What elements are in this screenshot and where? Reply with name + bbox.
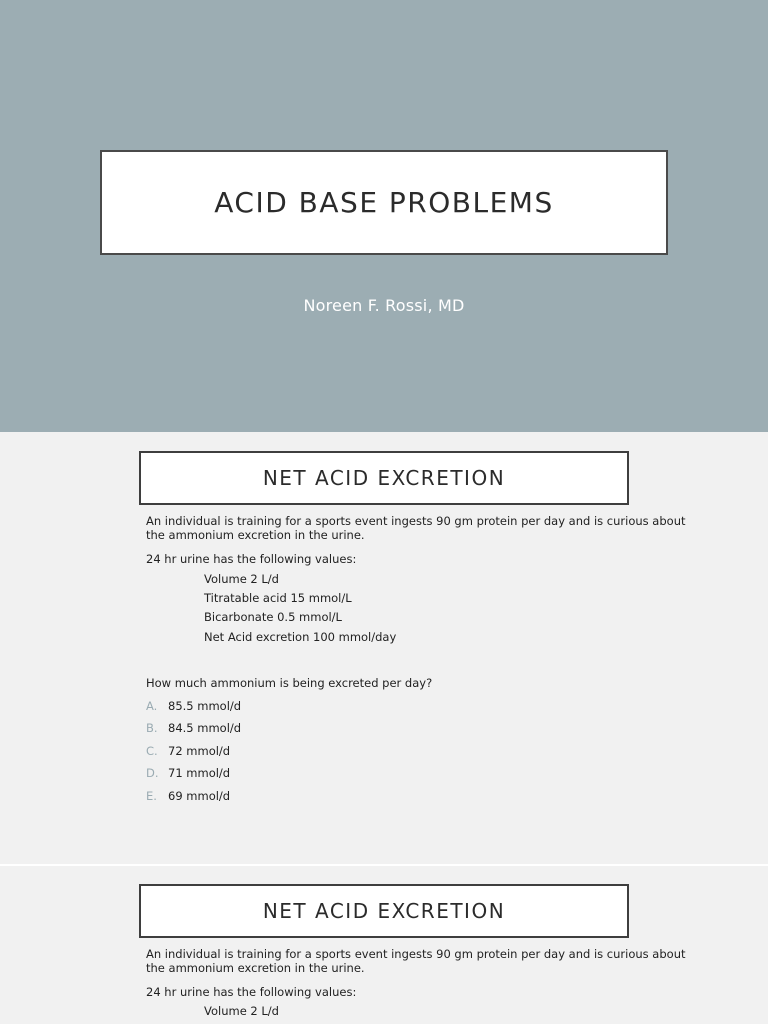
urine-intro: 24 hr urine has the following values: <box>146 985 357 999</box>
presentation-title: ACID BASE PROBLEMS <box>214 186 554 219</box>
slide-heading-box <box>139 451 629 505</box>
urine-value: Volume 2 L/d <box>204 572 279 586</box>
urine-value: Volume 2 L/d <box>204 1004 279 1018</box>
slide-heading: NET ACID EXCRETION <box>262 466 506 490</box>
question-text: How much ammonium is being excreted per day? <box>146 676 433 690</box>
option-text: 69 mmol/d <box>168 789 231 803</box>
option-text: 85.5 mmol/d <box>168 699 242 713</box>
option-letter: B. <box>146 721 158 735</box>
problem-intro: An individual is training for a sports event ingests 90 gm protein per day and is curious about the ammonium excretion in the urine. <box>146 947 686 975</box>
urine-value: Net Acid excretion 100 mmol/day <box>204 630 397 644</box>
option-letter: C. <box>146 744 158 758</box>
slide-net-acid-excretion-1 <box>0 432 768 864</box>
slide-heading: NET ACID EXCRETION <box>262 899 506 923</box>
author-name: Noreen F. Rossi, MD <box>303 296 465 315</box>
option-text: 84.5 mmol/d <box>168 721 242 735</box>
option-text: 72 mmol/d <box>168 744 231 758</box>
option-letter: A. <box>146 699 158 713</box>
option-letter: E. <box>146 789 157 803</box>
urine-value: Bicarbonate 0.5 mmol/L <box>204 610 342 624</box>
urine-value: Titratable acid 15 mmol/L <box>204 591 352 605</box>
slide-heading-box <box>139 884 629 938</box>
slide-net-acid-excretion-2 <box>0 866 768 1024</box>
option-letter: D. <box>146 766 159 780</box>
title-box <box>100 150 668 255</box>
urine-intro: 24 hr urine has the following values: <box>146 552 357 566</box>
option-text: 71 mmol/d <box>168 766 231 780</box>
problem-intro: An individual is training for a sports event ingests 90 gm protein per day and is curious about the ammonium excretion in the urine. <box>146 514 686 542</box>
title-slide <box>0 0 768 432</box>
